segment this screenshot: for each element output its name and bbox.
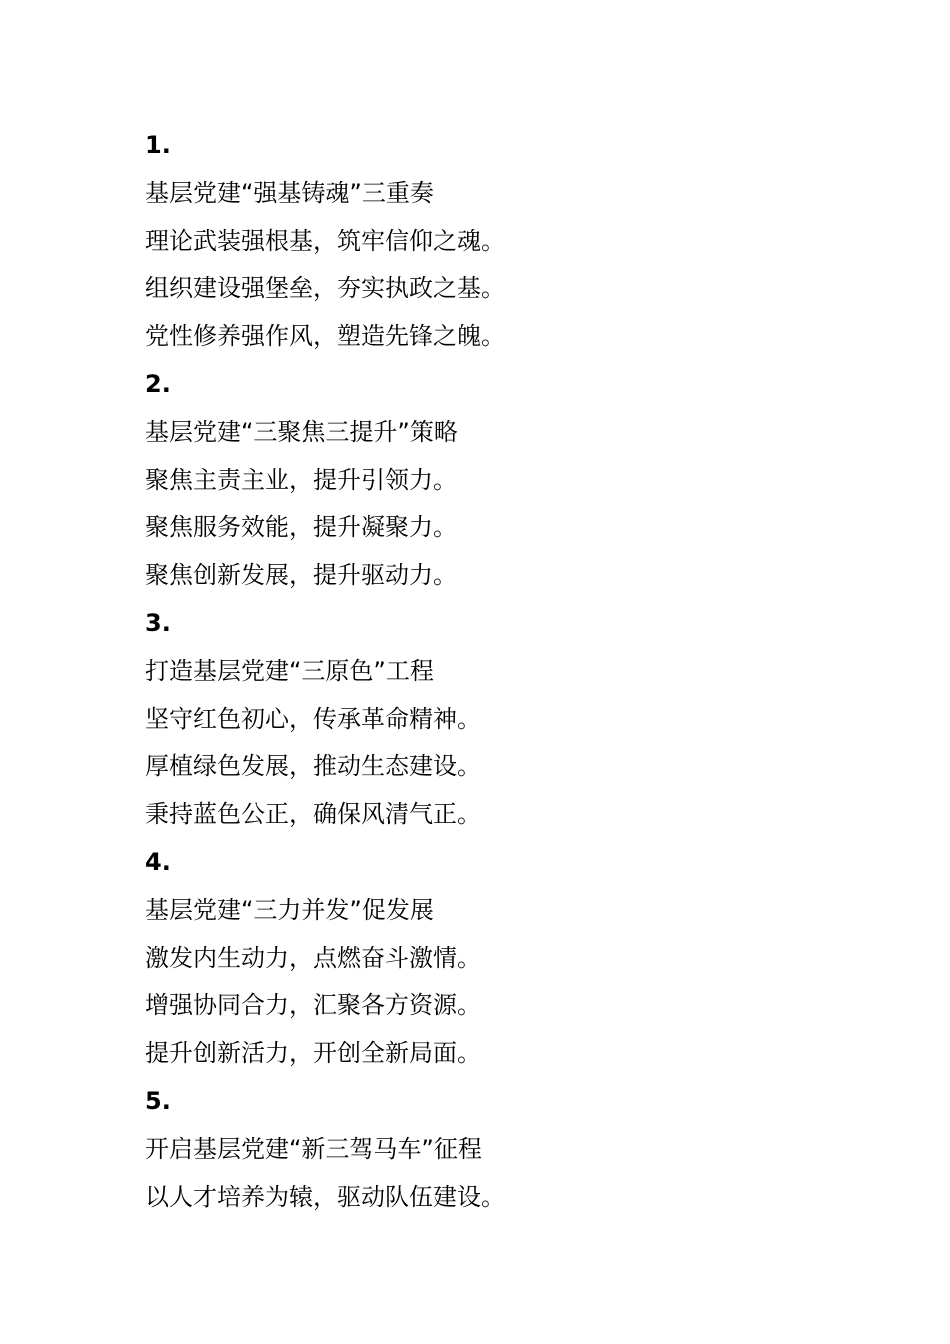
section-title: 打造基层党建“三原色”工程 <box>145 656 434 685</box>
section-line: 组织建设强堡垒，夯实执政之基。 <box>145 274 505 303</box>
section-number: 2. <box>145 369 171 398</box>
section-title: 基层党建“三力并发”促发展 <box>145 895 434 924</box>
section-title: 基层党建“三聚焦三提升”策略 <box>145 417 458 446</box>
section-number: 3. <box>145 608 171 637</box>
section-line: 党性修养强作风，塑造先锋之魄。 <box>145 322 505 351</box>
section-line: 激发内生动力，点燃奋斗激情。 <box>145 943 481 972</box>
section-number: 4. <box>145 847 171 876</box>
section-line: 厚植绿色发展，推动生态建设。 <box>145 752 481 781</box>
document-body <box>145 122 845 1221</box>
section-line: 提升创新活力，开创全新局面。 <box>145 1039 481 1068</box>
section-number: 1. <box>145 131 171 159</box>
section-number: 5. <box>145 1086 171 1115</box>
section-line: 坚守红色初心，传承革命精神。 <box>145 704 481 733</box>
section-line: 聚焦主责主业，提升引领力。 <box>145 465 457 494</box>
section-title: 开启基层党建“新三驾马车”征程 <box>145 1134 482 1163</box>
section-line: 理论武装强根基，筑牢信仰之魂。 <box>145 226 505 255</box>
section-line: 聚焦创新发展，提升驱动力。 <box>145 561 457 590</box>
section-line: 增强协同合力，汇聚各方资源。 <box>145 991 481 1020</box>
section-line: 以人才培养为辕，驱动队伍建设。 <box>145 1182 505 1211</box>
section-title: 基层党建“强基铸魂”三重奏 <box>145 178 434 207</box>
section-line: 秉持蓝色公正，确保风清气正。 <box>145 800 481 829</box>
section-line: 聚焦服务效能，提升凝聚力。 <box>145 513 457 542</box>
